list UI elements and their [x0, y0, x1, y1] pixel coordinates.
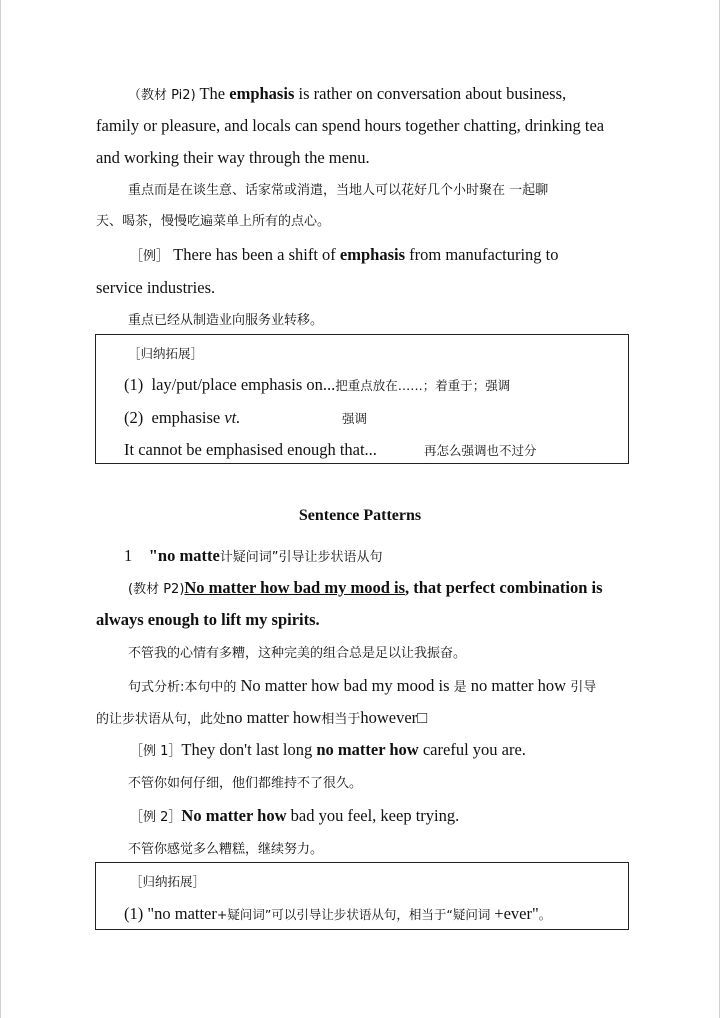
analysis-line-2: 的让步状语从句，此处no matter how相当于however□	[96, 708, 428, 727]
example-tag: ［例］	[130, 249, 170, 264]
summary-item-1: (1) "no matter+疑问词”可以引导让步状语从句，相当于“疑问词 +ever"。	[124, 904, 552, 923]
textbook-sentence-line-3: and working their way through the menu.	[96, 148, 370, 167]
analysis-line-1: 句式分析:本句中的 No matter how bad my mood is 是 no matter how 引导	[128, 676, 597, 695]
keyword-emphasis: emphasis	[229, 84, 295, 103]
pattern-sentence-line-1: (教材 P2)No matter how bad my mood is, that perfect combination is	[128, 578, 603, 597]
textbook-sentence-line-1: （教材 Pi2) The emphasis is rather on conversation about business,	[128, 84, 567, 103]
section-title: Sentence Patterns	[298, 507, 422, 524]
summary-box-title: ［归纳拓展］	[128, 346, 204, 361]
textbook-tag: (教材 P2)	[128, 582, 185, 597]
example-1-translation: 不管你如何仔细，他们都维持不了很久。	[128, 776, 363, 791]
example-translation: 重点已经从制造业向服务业转移。	[128, 313, 324, 328]
summary-item-2-translation: 强调	[342, 411, 368, 426]
keyword-emphasis: emphasis	[339, 245, 406, 264]
summary-box-title: ［归纳拓展］	[130, 874, 206, 889]
translation-line-1: 重点而是在谈生意、话家常或消遣，当地人可以花好几个小时聚在 一起聊	[128, 183, 549, 198]
textbook-sentence-line-2: family or pleasure, and locals can spend hours together chatting, drinking tea	[96, 116, 605, 135]
example-2-line: ［例 2］No matter how bad you feel, keep trying.	[130, 806, 460, 825]
textbook-tag: （教材 Pi2)	[128, 88, 196, 103]
example-line-1: ［例］ There has been a shift of emphasis from manufacturing to	[130, 245, 559, 264]
example-tag: ［例 2］	[130, 810, 182, 825]
pattern-translation: 不管我的心情有多糟，这种完美的组合总是足以让我振奋。	[128, 646, 467, 661]
summary-item-2: (2) emphasise vt.	[124, 408, 241, 427]
translation-line-2: 天、喝茶，慢慢吃遍菜单上所有的点心。	[96, 214, 331, 229]
summary-item-3: It cannot be emphasised enough that...	[124, 440, 377, 459]
pattern-heading: 1 "no matte计疑问词”引导让步状语从句	[124, 546, 383, 565]
summary-item-3-translation: 再怎么强调也不过分	[424, 443, 537, 458]
summary-item-1: (1) lay/put/place emphasis on...把重点放在……；着重于；强调	[124, 375, 511, 394]
pattern-sentence-line-2: always enough to lift my spirits.	[96, 610, 320, 629]
example-1-line: ［例 1］They don't last long no matter how careful you are.	[130, 740, 526, 759]
underlined-clause: No matter how bad my mood is	[184, 578, 406, 597]
example-tag: ［例 1］	[130, 744, 182, 759]
example-2-translation: 不管你感觉多么糟糕，继续努力。	[128, 842, 324, 857]
example-line-2: service industries.	[96, 278, 216, 297]
